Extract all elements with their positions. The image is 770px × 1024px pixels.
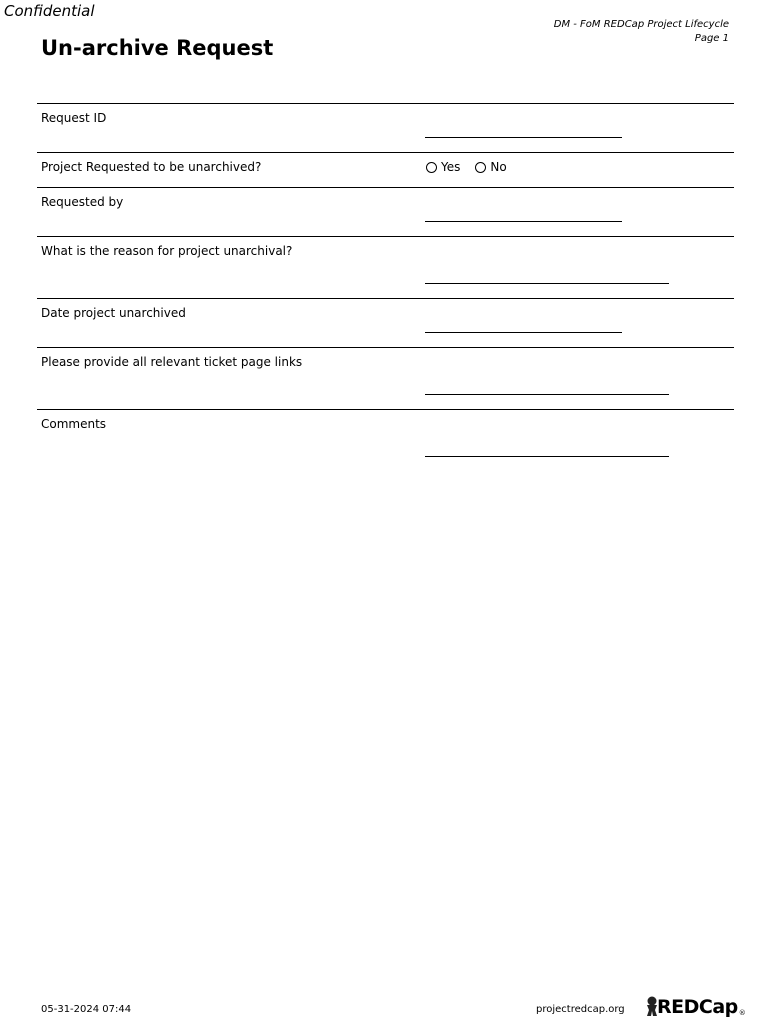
request-id-input-line[interactable] <box>425 137 622 138</box>
comments-input-line[interactable] <box>425 456 669 457</box>
radio-label: Yes <box>441 160 461 174</box>
page-number: Page 1 <box>694 33 729 44</box>
radio-option-yes[interactable] <box>426 160 460 174</box>
field-label: What is the reason for project unarchival? <box>41 244 293 258</box>
field-row-requested-by <box>37 188 734 237</box>
field-label: Requested by <box>41 195 124 209</box>
requested-by-input-line[interactable] <box>425 221 622 222</box>
reason-input-line[interactable] <box>425 283 669 284</box>
redcap-logo <box>645 996 746 1018</box>
header-right <box>554 18 729 46</box>
form-table <box>37 103 734 460</box>
field-label: Project Requested to be unarchived? <box>41 160 262 174</box>
radio-circle-icon[interactable] <box>426 162 437 173</box>
logo-registered-mark: ® <box>738 1009 746 1017</box>
radio-circle-icon[interactable] <box>475 162 486 173</box>
project-name: DM - FoM REDCap Project Lifecycle <box>553 19 729 30</box>
radio-label: No <box>490 160 507 174</box>
radio-option-no[interactable] <box>475 160 506 174</box>
field-row-request-id <box>37 104 734 153</box>
field-row-project-requested <box>37 153 734 188</box>
footer-website: projectredcap.org <box>536 1004 625 1015</box>
radio-group <box>426 160 522 174</box>
field-row-ticket-links <box>37 348 734 410</box>
confidential-label: Confidential <box>4 2 95 20</box>
field-label: Please provide all relevant ticket page links <box>41 355 303 369</box>
footer-timestamp: 05-31-2024 07:44 <box>41 1004 132 1015</box>
form-title: Un-archive Request <box>41 36 274 60</box>
field-label: Date project unarchived <box>41 306 186 320</box>
field-label: Comments <box>41 417 107 431</box>
field-row-comments <box>37 410 734 460</box>
ticket-links-input-line[interactable] <box>425 394 669 395</box>
logo-text: REDCap <box>657 996 738 1018</box>
date-unarchived-input-line[interactable] <box>425 332 622 333</box>
field-label: Request ID <box>41 111 107 125</box>
field-row-date-unarchived <box>37 299 734 348</box>
field-row-reason <box>37 237 734 299</box>
